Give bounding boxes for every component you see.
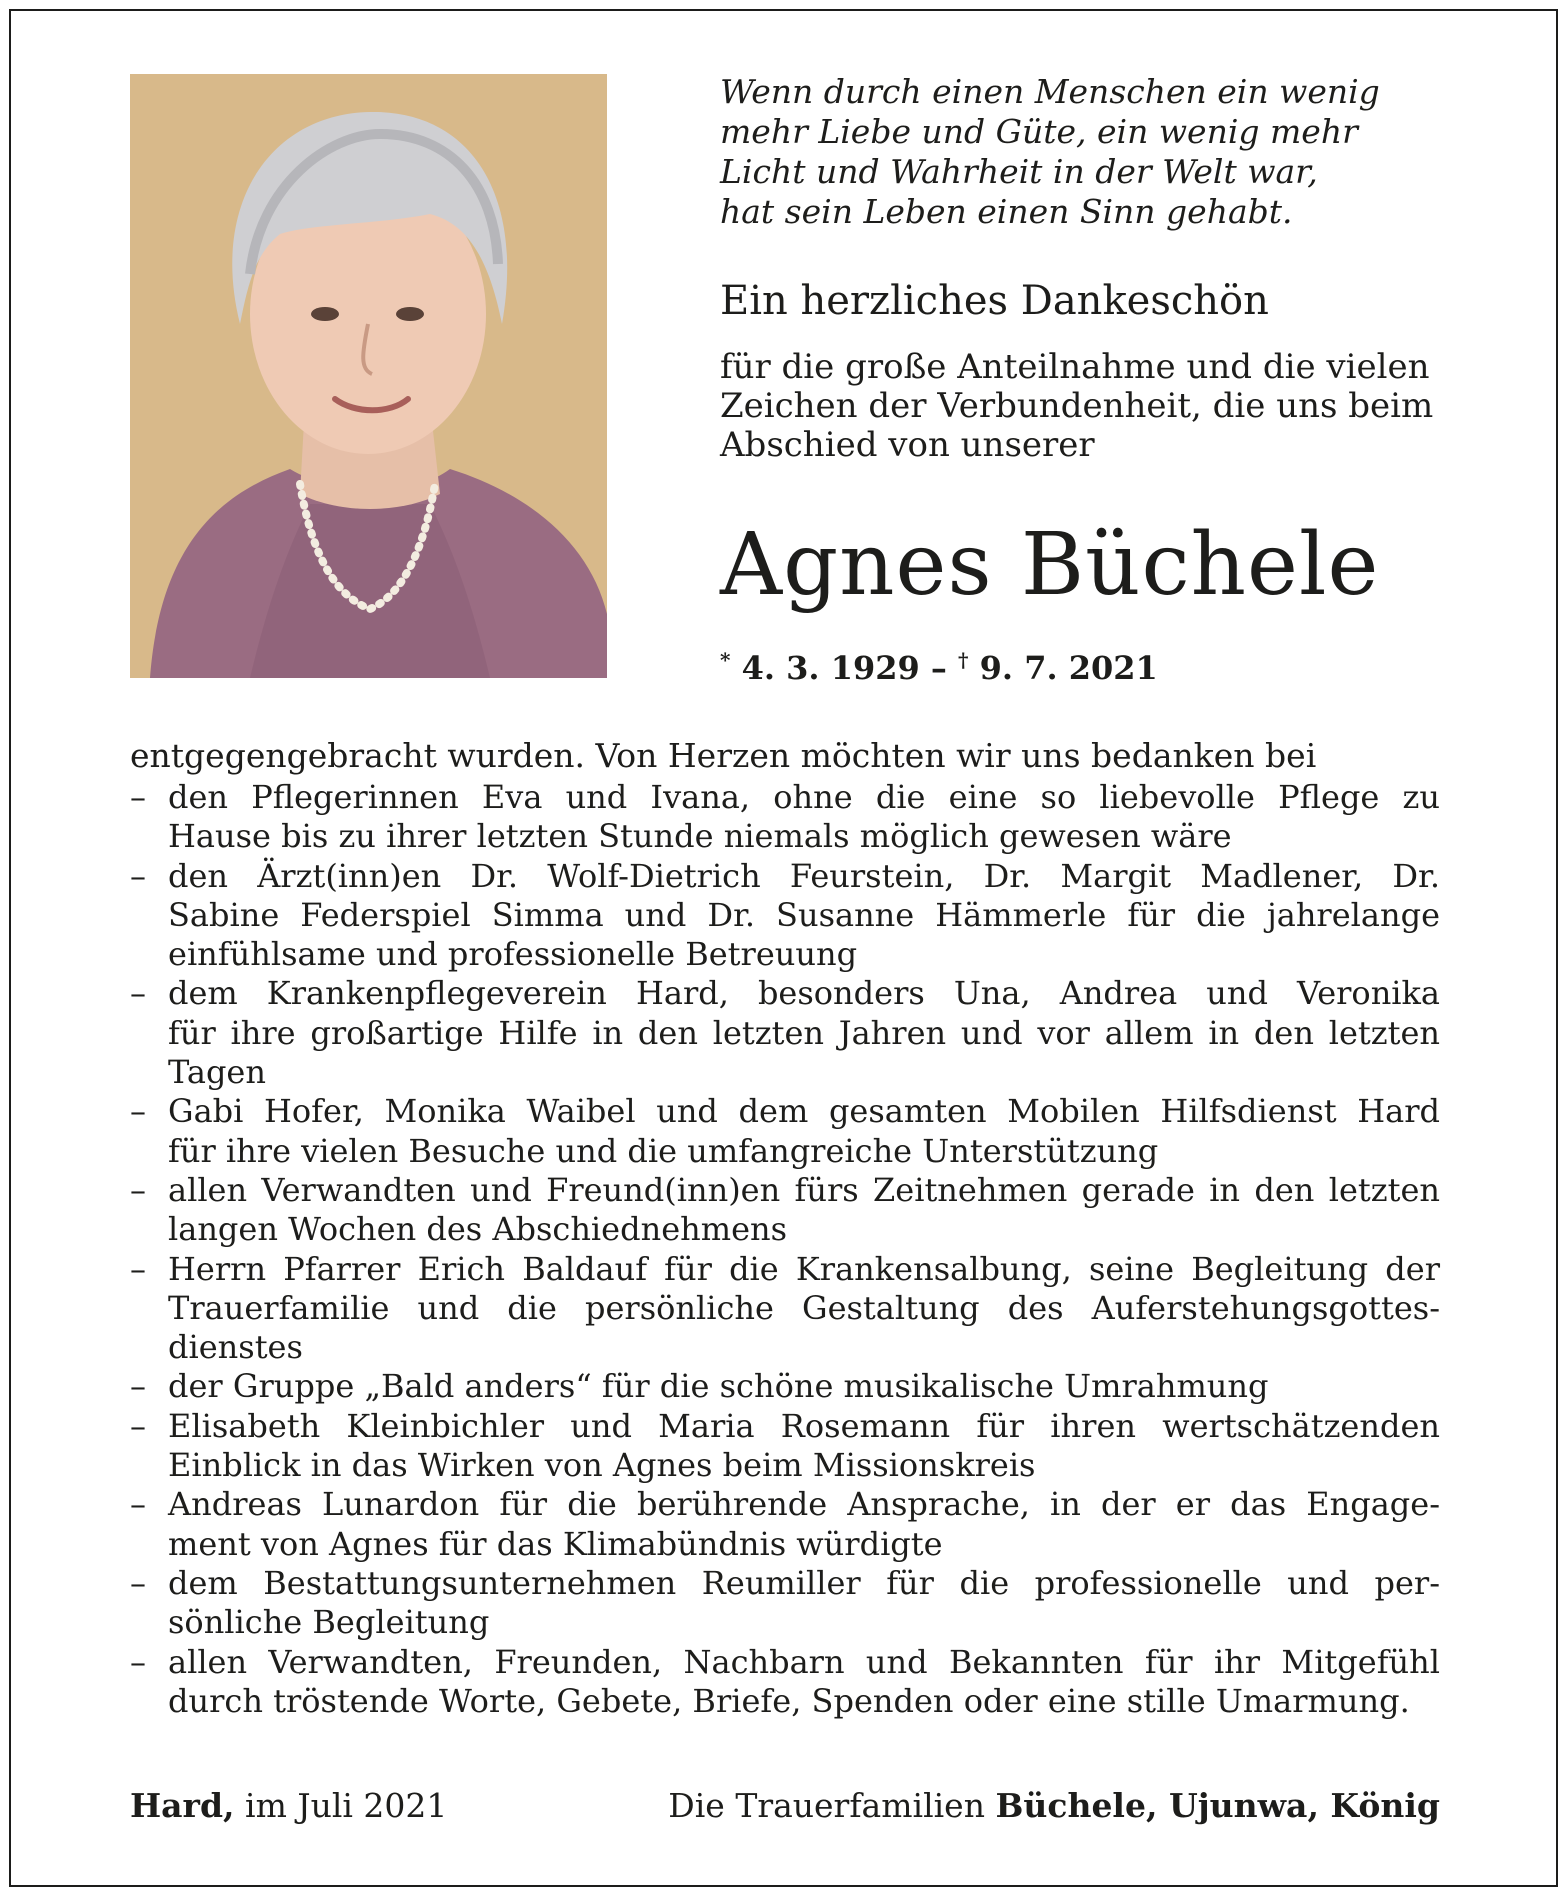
thanks-item-line: Einblick in das Wirken von Agnes beim Missionskreis bbox=[168, 1446, 1036, 1485]
thanks-item-line: ment von Agnes für das Klimabündnis würdigte bbox=[168, 1524, 943, 1563]
death-symbol: † bbox=[958, 648, 969, 672]
thanks-item-line: für ihre großartige Hilfe in den letzten Jahren und vor allem in den letzten bbox=[168, 1013, 1440, 1052]
thanks-list-item bbox=[130, 1171, 1440, 1250]
thanks-list-item bbox=[130, 778, 1440, 857]
thanks-item-line: durch tröstende Worte, Gebete, Briefe, Spenden oder eine stille Umarmung. bbox=[168, 1681, 1410, 1720]
thanks-item-line: für ihre vielen Besuche und die umfangreiche Unterstützung bbox=[168, 1131, 1159, 1170]
thanks-item-line: den Ärzt(inn)en Dr. Wolf-Dietrich Feurstein, Dr. Margit Madlener, Dr. bbox=[168, 856, 1440, 895]
thanks-list-item bbox=[130, 1250, 1440, 1368]
thanks-item-line: Hause bis zu ihrer letzten Stunde niemals möglich gewesen wäre bbox=[168, 817, 1232, 856]
thanks-item-line: der Gruppe „Bald anders“ für die schöne musikalische Umrahmung bbox=[168, 1367, 1269, 1406]
portrait-photo bbox=[130, 74, 607, 678]
footer-family-names: Büchele, Ujunwa, König bbox=[995, 1786, 1440, 1825]
thanks-item-line: dem Krankenpflegeverein Hard, besonders Una, Andrea und Veronika bbox=[168, 974, 1440, 1013]
list-dash: – bbox=[130, 1485, 146, 1524]
intro-line: Abschied von unserer bbox=[720, 425, 1095, 465]
list-dash: – bbox=[130, 1249, 146, 1288]
list-dash: – bbox=[130, 1563, 146, 1602]
date-separator: – bbox=[930, 649, 947, 687]
thanks-list-item bbox=[130, 1564, 1440, 1643]
thanks-list-item bbox=[130, 1485, 1440, 1564]
list-dash: – bbox=[130, 856, 146, 895]
thanks-item-line: langen Wochen des Abschiednehmens bbox=[168, 1210, 788, 1249]
thanks-item-line: sönliche Begleitung bbox=[168, 1603, 490, 1642]
footer-family-prefix: Die Trauerfamilien bbox=[668, 1786, 985, 1825]
quote-line: hat sein Leben einen Sinn gehabt. bbox=[720, 192, 1293, 231]
thanks-list bbox=[130, 778, 1440, 1721]
list-dash: – bbox=[130, 1170, 146, 1209]
memorial-quote bbox=[720, 72, 1440, 232]
quote-line: mehr Liebe und Güte, ein wenig mehr bbox=[720, 112, 1358, 151]
list-dash: – bbox=[130, 974, 146, 1013]
quote-line: Wenn durch einen Menschen ein wenig bbox=[720, 72, 1380, 111]
thanks-list-item bbox=[130, 1092, 1440, 1171]
thanks-list-item bbox=[130, 1407, 1440, 1486]
intro-line: für die große Anteilnahme und die vielen bbox=[720, 347, 1430, 387]
thanks-item-line: Sabine Federspiel Simma und Dr. Susanne Hämmerle für die jahrelange bbox=[168, 895, 1440, 934]
list-dash: – bbox=[130, 1092, 146, 1131]
thanks-item-line: Andreas Lunardon für die berührende Ansprache, in der er das Engage- bbox=[168, 1485, 1440, 1524]
portrait-illustration bbox=[130, 74, 607, 678]
thanks-item-line: Tagen bbox=[168, 1053, 266, 1092]
intro-text bbox=[720, 348, 1440, 465]
thanks-list-item bbox=[130, 1643, 1440, 1722]
birth-date: 4. 3. 1929 bbox=[741, 649, 920, 687]
thanks-item-line: dienstes bbox=[168, 1328, 303, 1367]
footer-place: Hard, bbox=[130, 1786, 235, 1825]
thanks-item-line: allen Verwandten, Freunden, Nachbarn und Bekannten für ihr Mitgefühl bbox=[168, 1642, 1440, 1681]
thanks-item-line: allen Verwandten und Freund(inn)en fürs Zeitnehmen gerade in den letzten bbox=[168, 1170, 1440, 1209]
thanks-list-item bbox=[130, 1367, 1440, 1406]
list-dash: – bbox=[130, 778, 146, 816]
list-dash: – bbox=[130, 1642, 146, 1681]
thanks-item-line: den Pflegerinnen Eva und Ivana, ohne die eine so liebevolle Pflege zu bbox=[168, 778, 1440, 816]
list-dash: – bbox=[130, 1406, 146, 1445]
deceased-name: Agnes Büchele bbox=[720, 515, 1380, 615]
thanks-item-line: Gabi Hofer, Monika Waibel und dem gesamten Mobilen Hilfsdienst Hard bbox=[168, 1092, 1440, 1131]
thanks-item-line: Trauerfamilie und die persönliche Gestaltung des Auferstehungsgottes- bbox=[168, 1288, 1440, 1327]
thanks-list-item bbox=[130, 974, 1440, 1092]
intro-line: Zeichen der Verbundenheit, die uns beim bbox=[720, 386, 1434, 426]
thanks-item-line: einfühlsame und professionelle Betreuung bbox=[168, 935, 858, 974]
life-dates bbox=[720, 640, 1158, 688]
body-intro: entgegengebracht wurden. Von Herzen möchten wir uns bedanken bei bbox=[130, 736, 1317, 775]
list-dash: – bbox=[130, 1367, 146, 1406]
thanks-item-line: dem Bestattungsunternehmen Reumiller für die professionelle und per- bbox=[168, 1563, 1440, 1602]
death-date: 9. 7. 2021 bbox=[979, 649, 1158, 687]
quote-line: Licht und Wahrheit in der Welt war, bbox=[720, 152, 1318, 191]
thanks-list-item bbox=[130, 857, 1440, 975]
thanks-item-line: Elisabeth Kleinbichler und Maria Rosemann für ihren wertschätzenden bbox=[168, 1406, 1440, 1445]
thanks-item-line: Herrn Pfarrer Erich Baldauf für die Krankensalbung, seine Begleitung der bbox=[168, 1249, 1440, 1288]
footer-family bbox=[668, 1786, 1440, 1826]
footer-date: im Juli 2021 bbox=[245, 1786, 448, 1825]
birth-symbol: * bbox=[720, 648, 731, 672]
footer-place-date bbox=[130, 1786, 447, 1826]
thanks-heading: Ein herzliches Dankeschön bbox=[720, 278, 1269, 324]
